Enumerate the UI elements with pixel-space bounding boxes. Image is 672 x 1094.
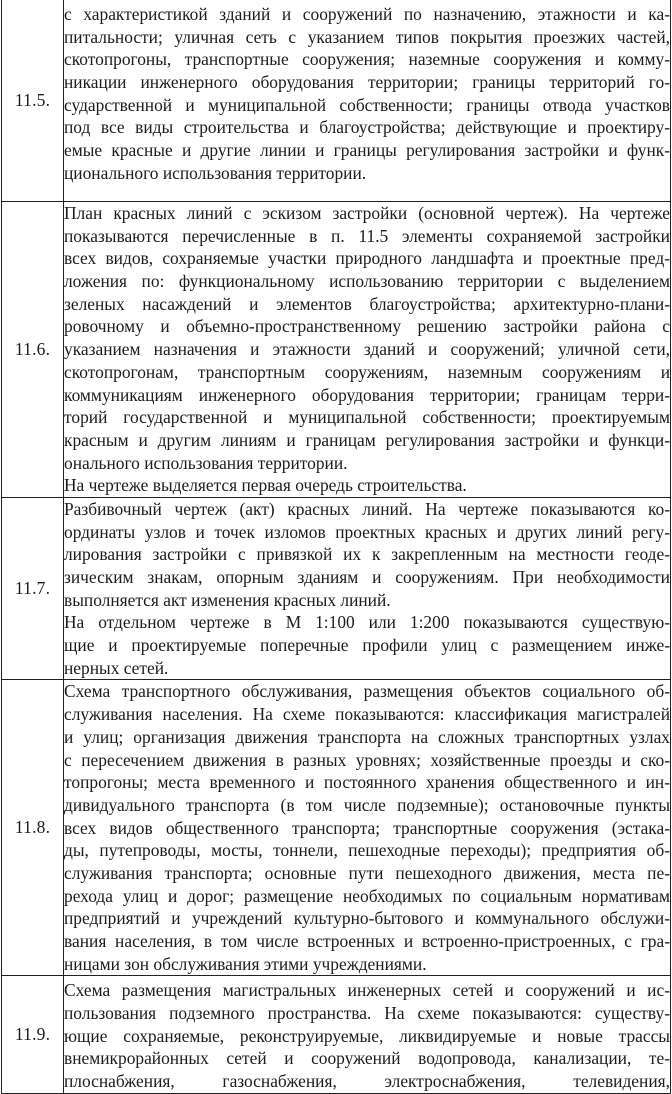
text-line: питальности; уличная сеть с указанием типов покрытия проезжих частей, — [64, 26, 670, 47]
text-line: под все виды строительства и благоустройства; действующие и проектиру- — [64, 117, 670, 138]
text-line: указанием назначения и этажности зданий и сооружений; уличной сети, — [64, 339, 670, 360]
section-text — [64, 497, 671, 680]
text-line: дивидуального транспорта (в том числе подземные); остановочные пункты — [64, 794, 670, 815]
section-text — [64, 976, 671, 1093]
text-line: служивания транспорта; основные пути пешеходного движения, места пе- — [64, 862, 670, 883]
table-row — [2, 680, 671, 976]
text-line: скотопрогонам, транспортным сооружениям, наземным сооружениям и — [64, 361, 670, 382]
text-line: всех видов, сохраняемые участки природного ландшафта и проектные пред- — [64, 248, 670, 269]
text-line: Схема размещения магистральных инженерных сетей и сооружений и ис- — [64, 980, 670, 1001]
table-row — [2, 497, 671, 680]
text-line: служивания населения. На схеме показываются: классификация магистралей — [64, 704, 670, 725]
text-line: с характеристикой зданий и сооружений по назначению, этажности и ка- — [64, 4, 670, 24]
text-line: На чертеже выделяется первая очередь строительства. — [64, 475, 467, 496]
text-line: щие и проектируемые поперечные профили улиц с размещением инже- — [64, 635, 670, 656]
text-line: ницами зон обслуживания этими учреждениями. — [64, 953, 427, 974]
text-line: никации инженерного оборудования территории; границы территорий го- — [64, 72, 670, 93]
text-line: ровочному и объемно-пространственному решению застройки района с — [64, 316, 670, 337]
text-line: зеленых насаждений и элементов благоустройства; архитектурно-плани- — [64, 293, 670, 314]
text-line: выполняется акт изменения красных линий. — [64, 589, 391, 610]
section-number: 11.5. — [2, 0, 64, 202]
text-line: сударственной и муниципальной собственности; границы отвода участков — [64, 94, 670, 115]
text-line: Схема транспортного обслуживания, размещения объектов социального об- — [64, 681, 670, 702]
text-line: всех видов общественного транспорта; транспортные сооружения (эстака- — [64, 817, 670, 838]
text-line: пользования подземного пространства. На схеме показываются: существу- — [64, 1003, 670, 1024]
text-line: Разбивочный чертеж (акт) красных линий. На чертеже показываются ко- — [64, 498, 670, 519]
table-row — [2, 0, 671, 202]
requirements-table — [1, 0, 671, 1094]
table-row — [2, 976, 671, 1093]
text-line: плоснабжения, газоснабжения, электроснабжения, телевидения, — [64, 1071, 670, 1092]
text-line: ющие сохраняемые, реконструируемые, ликвидируемые и новые трассы — [64, 1025, 670, 1046]
section-number: 11.6. — [2, 202, 64, 498]
text-line: ционального использования территории. — [64, 162, 367, 183]
text-line: лирования застройки с привязкой их к закрепленным на местности геоде- — [64, 544, 670, 565]
text-line: внемикрорайонных сетей и сооружений водопровода, канализации, те- — [64, 1048, 670, 1069]
text-line: емые красные и другие линии и границы регулирования застройки и функ- — [64, 140, 670, 161]
section-number: 11.7. — [2, 497, 64, 680]
text-line: красным и другим линиям и границам регулирования застройки и функци- — [64, 429, 670, 450]
table-row — [2, 202, 671, 498]
text-line: топрогоны; места временного и постоянного хранения общественного и ин- — [64, 772, 670, 793]
text-line: скотопрогоны, транспортные сооружения; наземные сооружения и комму- — [64, 49, 670, 70]
text-line: рехода улиц и дорог; размещение необходимых по социальным нормативам — [64, 885, 670, 906]
text-line: ординаты узлов и точек изломов проектных красных и других линий регу- — [64, 521, 670, 542]
text-line: онального использования территории. — [64, 452, 348, 473]
section-text — [64, 680, 671, 976]
section-number: 11.8. — [2, 680, 64, 976]
section-number: 11.9. — [2, 976, 64, 1093]
text-line: ложения по: функциональному использованию территории с выделением — [64, 271, 670, 292]
text-line: торий государственной и муниципальной собственности; проектируемым — [64, 407, 670, 428]
section-text — [64, 202, 671, 498]
text-line: План красных линий с эскизом застройки (основной чертеж). На чертеже — [64, 203, 670, 223]
text-line: На отдельном чертеже в М 1:100 или 1:200 показываются существую- — [64, 612, 670, 633]
section-text — [64, 0, 671, 202]
text-line: предприятий и учреждений культурно-бытового и коммунального обслужи- — [64, 908, 670, 929]
text-line: вания населения, в том числе встроенных и встроенно-пристроенных, с гра- — [64, 931, 670, 951]
text-line: зическим знакам, опорным зданиям и сооружениям. При необходимости — [64, 567, 670, 587]
text-line: показываются перечисленные в п. 11.5 элементы сохраняемой застройки — [64, 225, 670, 246]
text-line: нерных сетей. — [64, 657, 169, 678]
text-line: с пересечением движения в разных уровнях; хозяйственные проезды и ско- — [64, 749, 670, 770]
text-line: ды, путепроводы, мосты, тоннели, пешеходные переходы); предприятия об- — [64, 840, 670, 861]
text-line: и улиц; организация движения транспорта на сложных транспортных узлах — [64, 726, 670, 747]
text-line: коммуникациям инженерного оборудования территории; границам терри- — [64, 384, 670, 405]
